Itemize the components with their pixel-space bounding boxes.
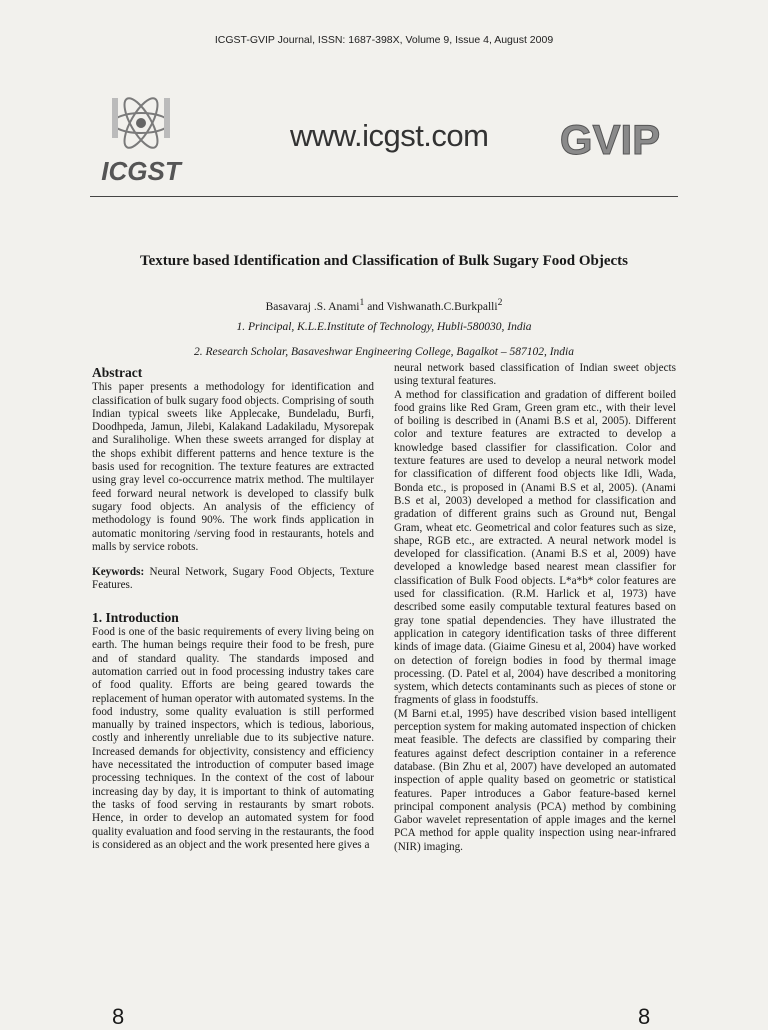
abstract-heading: Abstract bbox=[92, 365, 143, 380]
logo-text: ICGST bbox=[101, 156, 181, 186]
author-1: Basavaraj .S. Anami bbox=[265, 300, 360, 313]
right-paragraph-3: (M Barni et.al, 1995) have described vision based intelligent perception system for making automated inspection of chicken meat feasible. The defects are classified by comparing their features against defect description container in a reference database. (Bin Zhu et al, 2007) have developed an automated inspection of apple quality based on geometric or statistical features. Paper introduces a Gabor feature-based kernel principal component analysis (PCA) method by combining Gabor wavelet representation of apple images and the kernel PCA method for apple quality inspection using near-infrared (NIR) imaging. bbox=[394, 707, 676, 853]
affiliation-1: 1. Principal, K.L.E.Institute of Technology, Hubli-580030, India bbox=[236, 321, 532, 333]
gvip-logo-text: GVIP bbox=[560, 116, 660, 163]
gvip-logo bbox=[560, 112, 660, 164]
authors-line bbox=[0, 297, 768, 313]
author-2-sup: 2 bbox=[497, 297, 503, 308]
author-2: Vishwanath.C.Burkpalli bbox=[386, 300, 498, 313]
author-1-sup: 1 bbox=[359, 297, 365, 308]
abstract-text: This paper presents a methodology for identification and classification of bulk sugary food objects. Comprising of south Indian typical sweets like Applecake, Bundeladu, Burfi, Doodhpeda, Jamun, Jilebi, Kalakand Ladakiladu, Mysorepak and Suraliholige. When these sweets arranged for display at the shops exhibit different patterns and hence texture is the basis used for recognition. The texture features are extracted using gray level co-occurrence matrix method. The multilayer feed forward neural network is developed to classify bulk sugary food objects. An analysis of the efficiency of methodology is found 90%. The work finds application in automatic monitoring /serving food in restaurants, hotels and malls by service robots. bbox=[92, 381, 374, 553]
introduction-heading: 1. Introduction bbox=[92, 609, 179, 625]
keywords-text: Neural Network, Sugary Food Objects, Texture Features. bbox=[92, 566, 374, 592]
header-divider bbox=[90, 196, 678, 197]
author-connector: and bbox=[364, 300, 387, 313]
introduction-text: Food is one of the basic requirements of every living being on earth. The human beings require their food to be fresh, pure and of standard quality. The standards imposed and automation carried out in food processing industry takes care of food quality. Efforts are being geared towards the replacement of human operator with automated systems. In the food industry, some quality evaluation is still performed manually by trained inspectors, which is tedious, laborious, costly and inherently unreliable due to its subjective nature. Increased demands for objectivity, consistency and efficiency have necessitated the introduction of computer based image processing techniques. In the context of the cost of labour increasing day by day, it is important to think of automating the tasks of food serving in restaurants by smart robots. Hence, in order to develop an automated system for food quality evaluation and food serving in the restaurants, the food is considered as an object and the work presented here gives a bbox=[92, 626, 374, 851]
keywords-label: Keywords: bbox=[92, 566, 145, 579]
left-column bbox=[92, 362, 374, 852]
right-column bbox=[394, 362, 676, 854]
journal-header: ICGST-GVIP Journal, ISSN: 1687-398X, Volume 9, Issue 4, August 2009 bbox=[214, 34, 554, 46]
right-paragraph-2: A method for classification and gradation of different boiled food grains like Red Gram, Green gram etc., with their level of boiling is described in (Anami B.S et al, 2005). Different color and texture features are extracted to develop a knowledge based classifier for classification. Color and texture features are used to develop a neural network model for classification of different food objects like Idli, Wada, Bonda etc., is proposed in (Anami B.S et al, 2005). (Anami B.S et al, 2003) developed a method for classification and gradation of different grains such as Ground nut, Bengal Gram, wheat etc. Geometrical and color features such as size, shape, RGB etc., are extracted. A neural network model is developed for classification. (Anami B.S et al, 2009) have developed a knowledge based nearest mean classifier for classification of Bulk Food objects. L*a*b* color features are used for classification. (R.M. Harlick et al, 1973) have described some easily computable textural features based on gray tone spatial dependencies. They have illustrated the application in category identification tasks of three different kinds of image data. (Giaime Ginesu et al, 2004) have worked on detection of foreign bodies in food by thermal image processing. (D. Patel et al, 2004) have described a monitoring system, which detects contaminants such as pieces of stone or fragments of glass in foodstuffs. bbox=[394, 388, 676, 707]
keywords bbox=[92, 566, 374, 593]
page-number-right: 8 bbox=[638, 1004, 651, 1029]
affiliation-2: 2. Research Scholar, Basaveshwar Engineering College, Bagalkot – 587102, India bbox=[194, 346, 574, 358]
paper-title: Texture based Identification and Classification of Bulk Sugary Food Objects bbox=[140, 253, 628, 269]
atom-icon bbox=[96, 88, 186, 188]
page-number-left: 8 bbox=[112, 1004, 125, 1029]
website-url[interactable]: www.icgst.com bbox=[290, 118, 489, 153]
right-paragraph-1: neural network based classification of Indian sweet objects using textural features. bbox=[394, 362, 676, 388]
